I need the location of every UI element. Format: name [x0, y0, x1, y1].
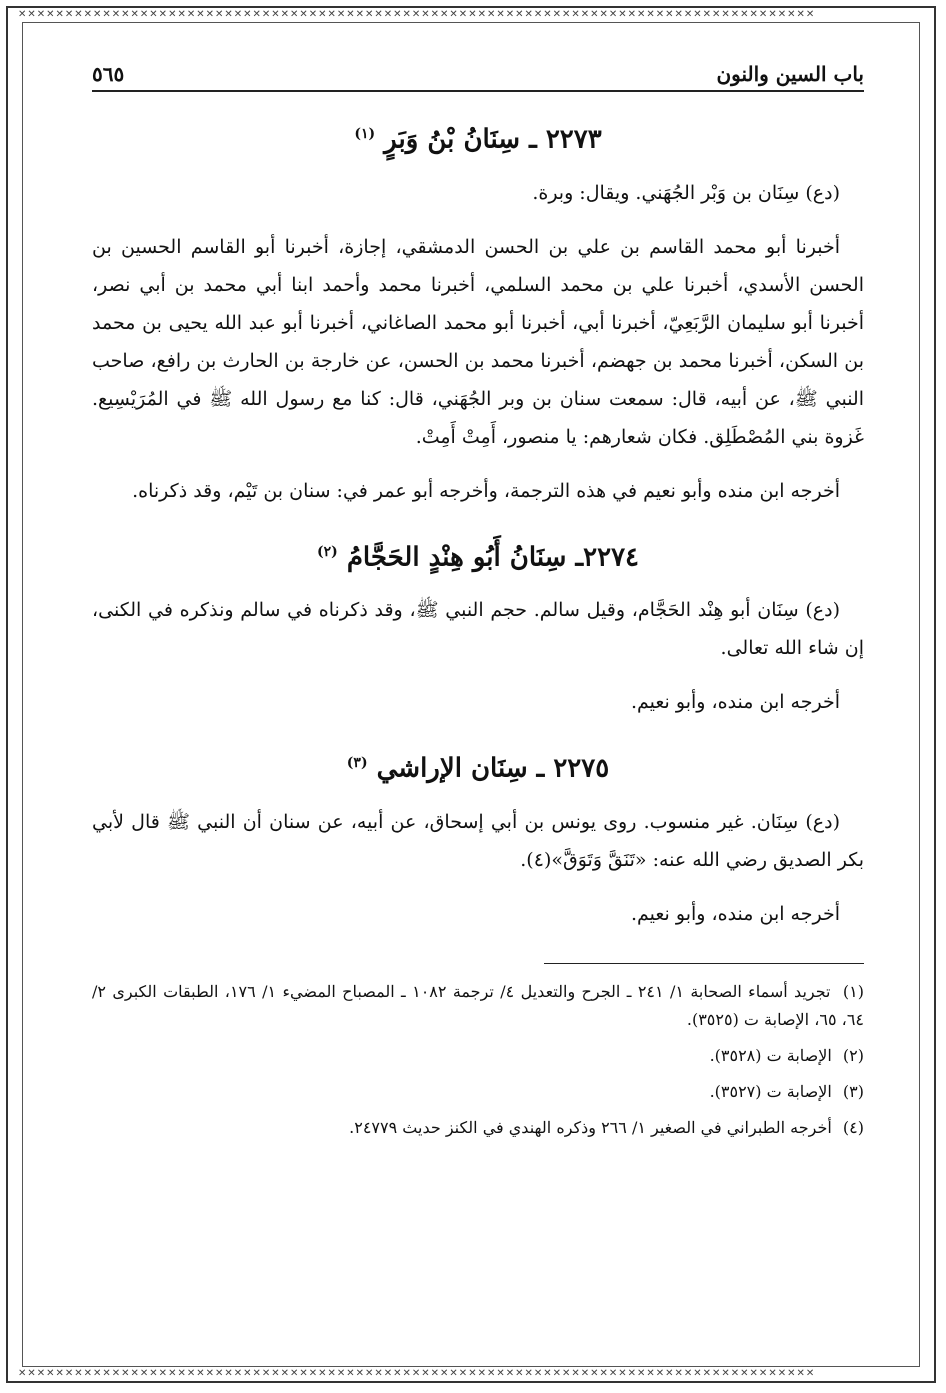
running-header — [92, 62, 864, 92]
footnote-marker: (٢) — [316, 543, 338, 560]
entry-paragraph: أخرجه ابن منده، وأبو نعيم. — [630, 902, 840, 925]
footnote-number: (٤) — [842, 1117, 864, 1137]
entry-title: ٢٢٧٥ ـ سِنَان الإراشي $^{(٣)}$ — [346, 753, 610, 784]
page-content — [92, 62, 864, 1150]
footnote-marker: (١) — [354, 126, 376, 142]
footnote-text: الإصابة ت (٣٥٢٧). — [709, 1081, 832, 1101]
entry-title: ٢٢٧٤ـ سِنَانُ أَبُو هِنْدٍ الحَجَّامُ $^{(٢)}$ — [316, 542, 639, 573]
footnote-number: (٣) — [842, 1081, 864, 1101]
footnote-text: أخرجه الطبراني في الصغير ١/ ٢٦٦ وذكره الهندي في الكنز حديث ٢٤٧٧٩. — [349, 1117, 832, 1137]
footnote — [92, 1114, 864, 1142]
footnote — [92, 1078, 864, 1106]
footnote-marker: (٣) — [346, 755, 368, 772]
entry-paragraph: (دع) سِنَان. غير منسوب. روى يونس بن أبي إسحاق، عن أبيه، عن سنان أن النبي ﷺ قال لأبي بكر الصديق رضي الله عنه: «تَنَقَّ وَتَوَقَّ»(٤). — [92, 810, 864, 871]
footnote — [92, 1042, 864, 1070]
footnote — [92, 978, 864, 1034]
footnote-text: الإصابة ت (٣٥٢٨). — [709, 1045, 832, 1065]
entry-paragraph: أخرجه ابن منده، وأبو نعيم. — [630, 691, 840, 714]
entry-paragraph: أخرجه ابن منده وأبو نعيم في هذه الترجمة، وأخرجه أبو عمر في: سنان بن تَيْم، وقد ذكرناه. — [132, 479, 840, 502]
footnote-number: (١) — [842, 981, 864, 1001]
footnote-text: تجريد أسماء الصحابة ١/ ٢٤١ ـ الجرح والتعديل ٤/ ترجمة ١٠٨٢ ـ المصباح المضيء ١/ ١٧٦، الطبقات الكبرى ٢/ ٦٤، ٦٥، الإصابة ت (٣٥٢٥). — [92, 981, 864, 1029]
chapter-title: باب السين والنون — [716, 62, 864, 86]
border-ornament-top: ✕✕✕✕✕✕✕✕✕✕✕✕✕✕✕✕✕✕✕✕✕✕✕✕✕✕✕✕✕✕✕✕✕✕✕✕✕✕✕✕✕✕✕✕✕✕✕✕✕✕✕✕✕✕✕✕✕✕✕✕✕✕✕✕✕✕✕✕✕✕✕✕✕✕✕✕✕✕✕✕✕✕✕✕✕ — [18, 9, 816, 20]
border-ornament-bottom: ✕✕✕✕✕✕✕✕✕✕✕✕✕✕✕✕✕✕✕✕✕✕✕✕✕✕✕✕✕✕✕✕✕✕✕✕✕✕✕✕✕✕✕✕✕✕✕✕✕✕✕✕✕✕✕✕✕✕✕✕✕✕✕✕✕✕✕✕✕✕✕✕✕✕✕✕✕✕✕✕✕✕✕✕✕ — [18, 1368, 816, 1379]
footnote-divider — [544, 963, 864, 964]
page-number: ٥٦٥ — [92, 62, 125, 86]
entry-paragraph: (دع) سِنَان أبو هِنْد الحَجَّام، وقيل سالم. حجم النبي ﷺ، وقد ذكرناه في سالم ونذكره في الكنى، إن شاء الله تعالى. — [92, 599, 864, 660]
entry-title: ٢٢٧٣ ـ سِنَانُ بْنُ وَبَرٍ $^{(١)}$ — [354, 124, 602, 155]
entry-paragraph: (دع) سِنَان بن وَبْر الجُهَني. ويقال: وبرة. — [532, 181, 840, 204]
entry-paragraph: أخبرنا أبو محمد القاسم بن علي بن الحسن الدمشقي، إجازة، أخبرنا أبو القاسم الحسين بن الحسن الأسدي، أخبرنا علي بن محمد السلمي، أخبرنا محمد وأحمد ابنا أبي محمد بن أبي نصر، أخبرنا أبو سليمان الرَّبَعِيّ، أخبرنا أبي، أخبرنا أبو محمد الصاغاني، أخبرنا أبو عبد الله يحيى بن محمد بن السكن، أخبرنا محمد بن جهضم، أخبرنا محمد بن الحسن، عن خارجة بن الحارث بن رافع، صاحب النبي ﷺ، عن أبيه، قال: سمعت سنان بن وبر الجُهَني، قال: كنا مع رسول الله ﷺ في المُرَيْسِيع. غَزوة بني المُصْطَلِق. فكان شعارهم: يا منصور، أَمِتْ أَمِتْ. — [92, 235, 864, 448]
footnote-number: (٢) — [842, 1045, 864, 1065]
